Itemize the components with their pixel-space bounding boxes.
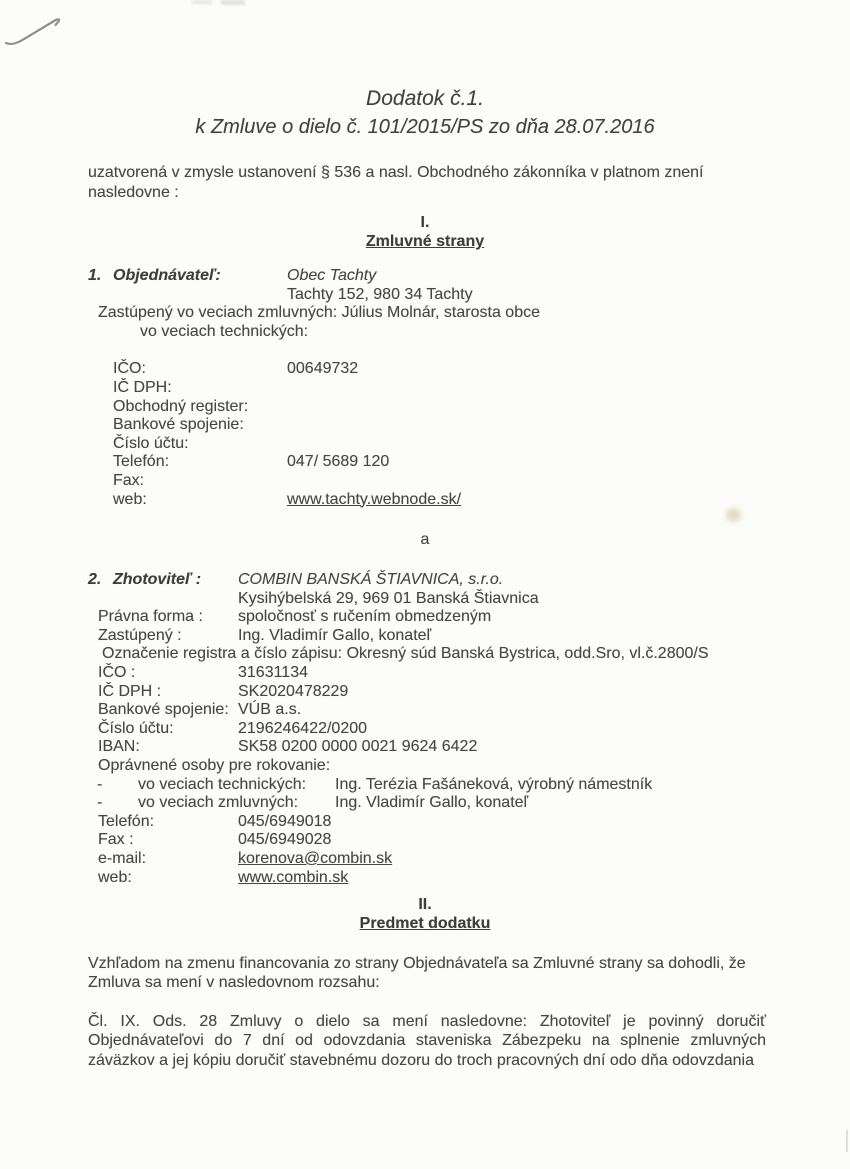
dash-bullet: - [97,794,103,812]
field-row-telefon [88,453,788,472]
party-2-index: 2. [88,571,102,588]
section-1-heading [0,214,850,251]
field-label: IČO : [98,663,136,681]
field-label: IBAN: [98,738,140,756]
paragraph-line: Objednávateľovi do 7 dní od odovzdania staveniska Zábezpeku na splnenie zmluvných [88,1032,766,1050]
field-value: 045/6949018 [238,812,332,830]
field-label: IČ DPH: [113,378,172,396]
field-row-obchodny-register [88,398,788,417]
document-title [0,84,850,142]
scan-edge-smudge [192,0,212,4]
field-label: Telefón: [113,453,170,471]
paragraph-line: Zmluva sa mení v nasledovnom rozsahu: [88,974,380,992]
field-row-zastupeny [88,627,788,646]
party-1-address: Tachty 152, 980 34 Tachty [287,285,473,303]
field-row-telefon [88,813,788,832]
pen-stroke-artifact [3,10,75,52]
field-value: 045/6949028 [238,831,332,849]
paragraph-line: záväzkov a jej kópiu doručiť stavebnému dozoru do troch pracovných dní odo dňa odovzdania [88,1051,754,1069]
field-value: SK58 0200 0000 0021 9624 6422 [238,738,478,756]
field-value: 00649732 [287,360,359,378]
party-1-index: 1. [88,267,102,284]
field-label: Číslo účtu: [98,719,174,737]
party-1-represented-contract: Zastúpený vo veciach zmluvných: Július Molnár, starosta obce [98,304,540,322]
field-label: web: [113,490,147,508]
field-row-fax [88,831,788,850]
email-link-text: korenova@combin.sk [238,849,393,867]
field-row-email [88,850,788,869]
field-row-web [88,869,788,888]
field-row-pravna-forma [88,608,788,627]
party-1-role: Objednávateľ: [113,267,221,284]
field-value: Ing. Terézia Fašáneková, výrobný námestník [335,775,653,793]
field-label: Obchodný register: [113,397,249,415]
paragraph-line: Čl. IX. Ods. 28 Zmluvy o dielo sa mení nasledovne: Zhotoviteľ je povinný doručiť [88,1013,766,1030]
register-designation-line: Označenie registra a číslo zápisu: Okresný súd Banská Bystrica, odd.Sro, vl.č.2800/S [102,645,709,663]
field-value: 31631134 [238,663,308,681]
field-value: spoločnosť s ručením obmedzeným [238,608,492,626]
field-label: Číslo účtu: [113,434,189,452]
field-label: Právna forma : [98,608,203,626]
authorized-row-technical [88,776,788,795]
party-1-block [88,267,788,509]
intro-line: uzatvorená v zmysle ustanovení § 536 a nasl. Obchodného zákonníka v platnom znení [88,164,704,181]
field-label: vo veciach zmluvných: [138,794,299,812]
section-2-title: Predmet dodatku [359,915,491,932]
field-row-ico [88,360,788,379]
field-row-cislo-uctu [88,435,788,454]
web-link-text: www.combin.sk [238,868,349,886]
field-label: Bankové spojenie: [98,701,229,719]
field-label: Fax : [98,831,134,849]
field-label: Zastúpený : [98,626,182,644]
field-row-web [88,491,788,510]
section-2-heading [0,896,850,933]
scan-smudge-artifact [726,508,741,522]
party-2-header-row [88,571,788,590]
field-value: 2196246422/0200 [238,719,368,737]
web-link-text: www.tachty.webnode.sk/ [287,490,462,508]
scan-edge-smudge [221,0,245,5]
parties-separator: a [420,531,430,548]
field-label: e-mail: [98,849,147,867]
section-1-numeral: I. [420,214,430,231]
field-label: web: [98,868,132,886]
field-value: SK2020478229 [238,682,349,700]
field-value: Ing. Vladimír Gallo, konateľ [335,794,529,812]
field-value: Ing. Vladimír Gallo, konateľ [238,626,432,644]
intro-paragraph [88,163,768,202]
party-1-represented-technical: vo veciach technických: [140,322,309,340]
party-2-address: Kysihýbelská 29, 969 01 Banská Štiavnica [238,589,539,607]
field-label: IČ DPH : [98,682,162,700]
field-row-iban [88,738,788,757]
field-row-fax [88,472,788,491]
field-row-cislo-uctu [88,720,788,739]
field-label: Bankové spojenie: [113,416,244,434]
field-row-bankove-spojenie [88,701,788,720]
field-row-ic-dph [88,379,788,398]
field-row-ico [88,664,788,683]
field-row-bankove-spojenie [88,416,788,435]
field-value: VÚB a.s. [238,701,302,719]
field-label: vo veciach technických: [138,775,307,793]
party-1-header-row [88,267,788,286]
field-label: Telefón: [98,812,155,830]
title-line-1: Dodatok č.1. [366,87,484,110]
field-label: IČO: [113,360,146,378]
intro-line: nasledovne : [88,183,179,201]
scan-edge-mark [846,1130,848,1152]
section-2-numeral: II. [418,896,432,913]
party-2-name: COMBIN BANSKÁ ŠTIAVNICA, s.r.o. [238,571,504,588]
authorized-persons-heading: Oprávnené osoby pre rokovanie: [98,756,331,774]
amendment-intro-paragraph [88,954,764,993]
section-1-title: Zmluvné strany [365,233,485,250]
field-label: Fax: [113,471,145,489]
party-2-role: Zhotoviteľ : [113,571,202,588]
field-row-ic-dph [88,683,788,702]
dash-bullet: - [97,775,103,793]
authorized-row-contract [88,794,788,813]
amendment-clause-paragraph [88,1012,766,1070]
party-1-name: Obec Tachty [287,267,377,284]
field-value: 047/ 5689 120 [287,453,390,471]
party-2-block [88,571,788,887]
paragraph-line: Vzhľadom na zmenu financovania zo strany Objednávateľa sa Zmluvné strany sa dohodli, že [88,955,746,972]
title-line-2: k Zmluve o dielo č. 101/2015/PS zo dňa 28.07.2016 [195,116,655,138]
